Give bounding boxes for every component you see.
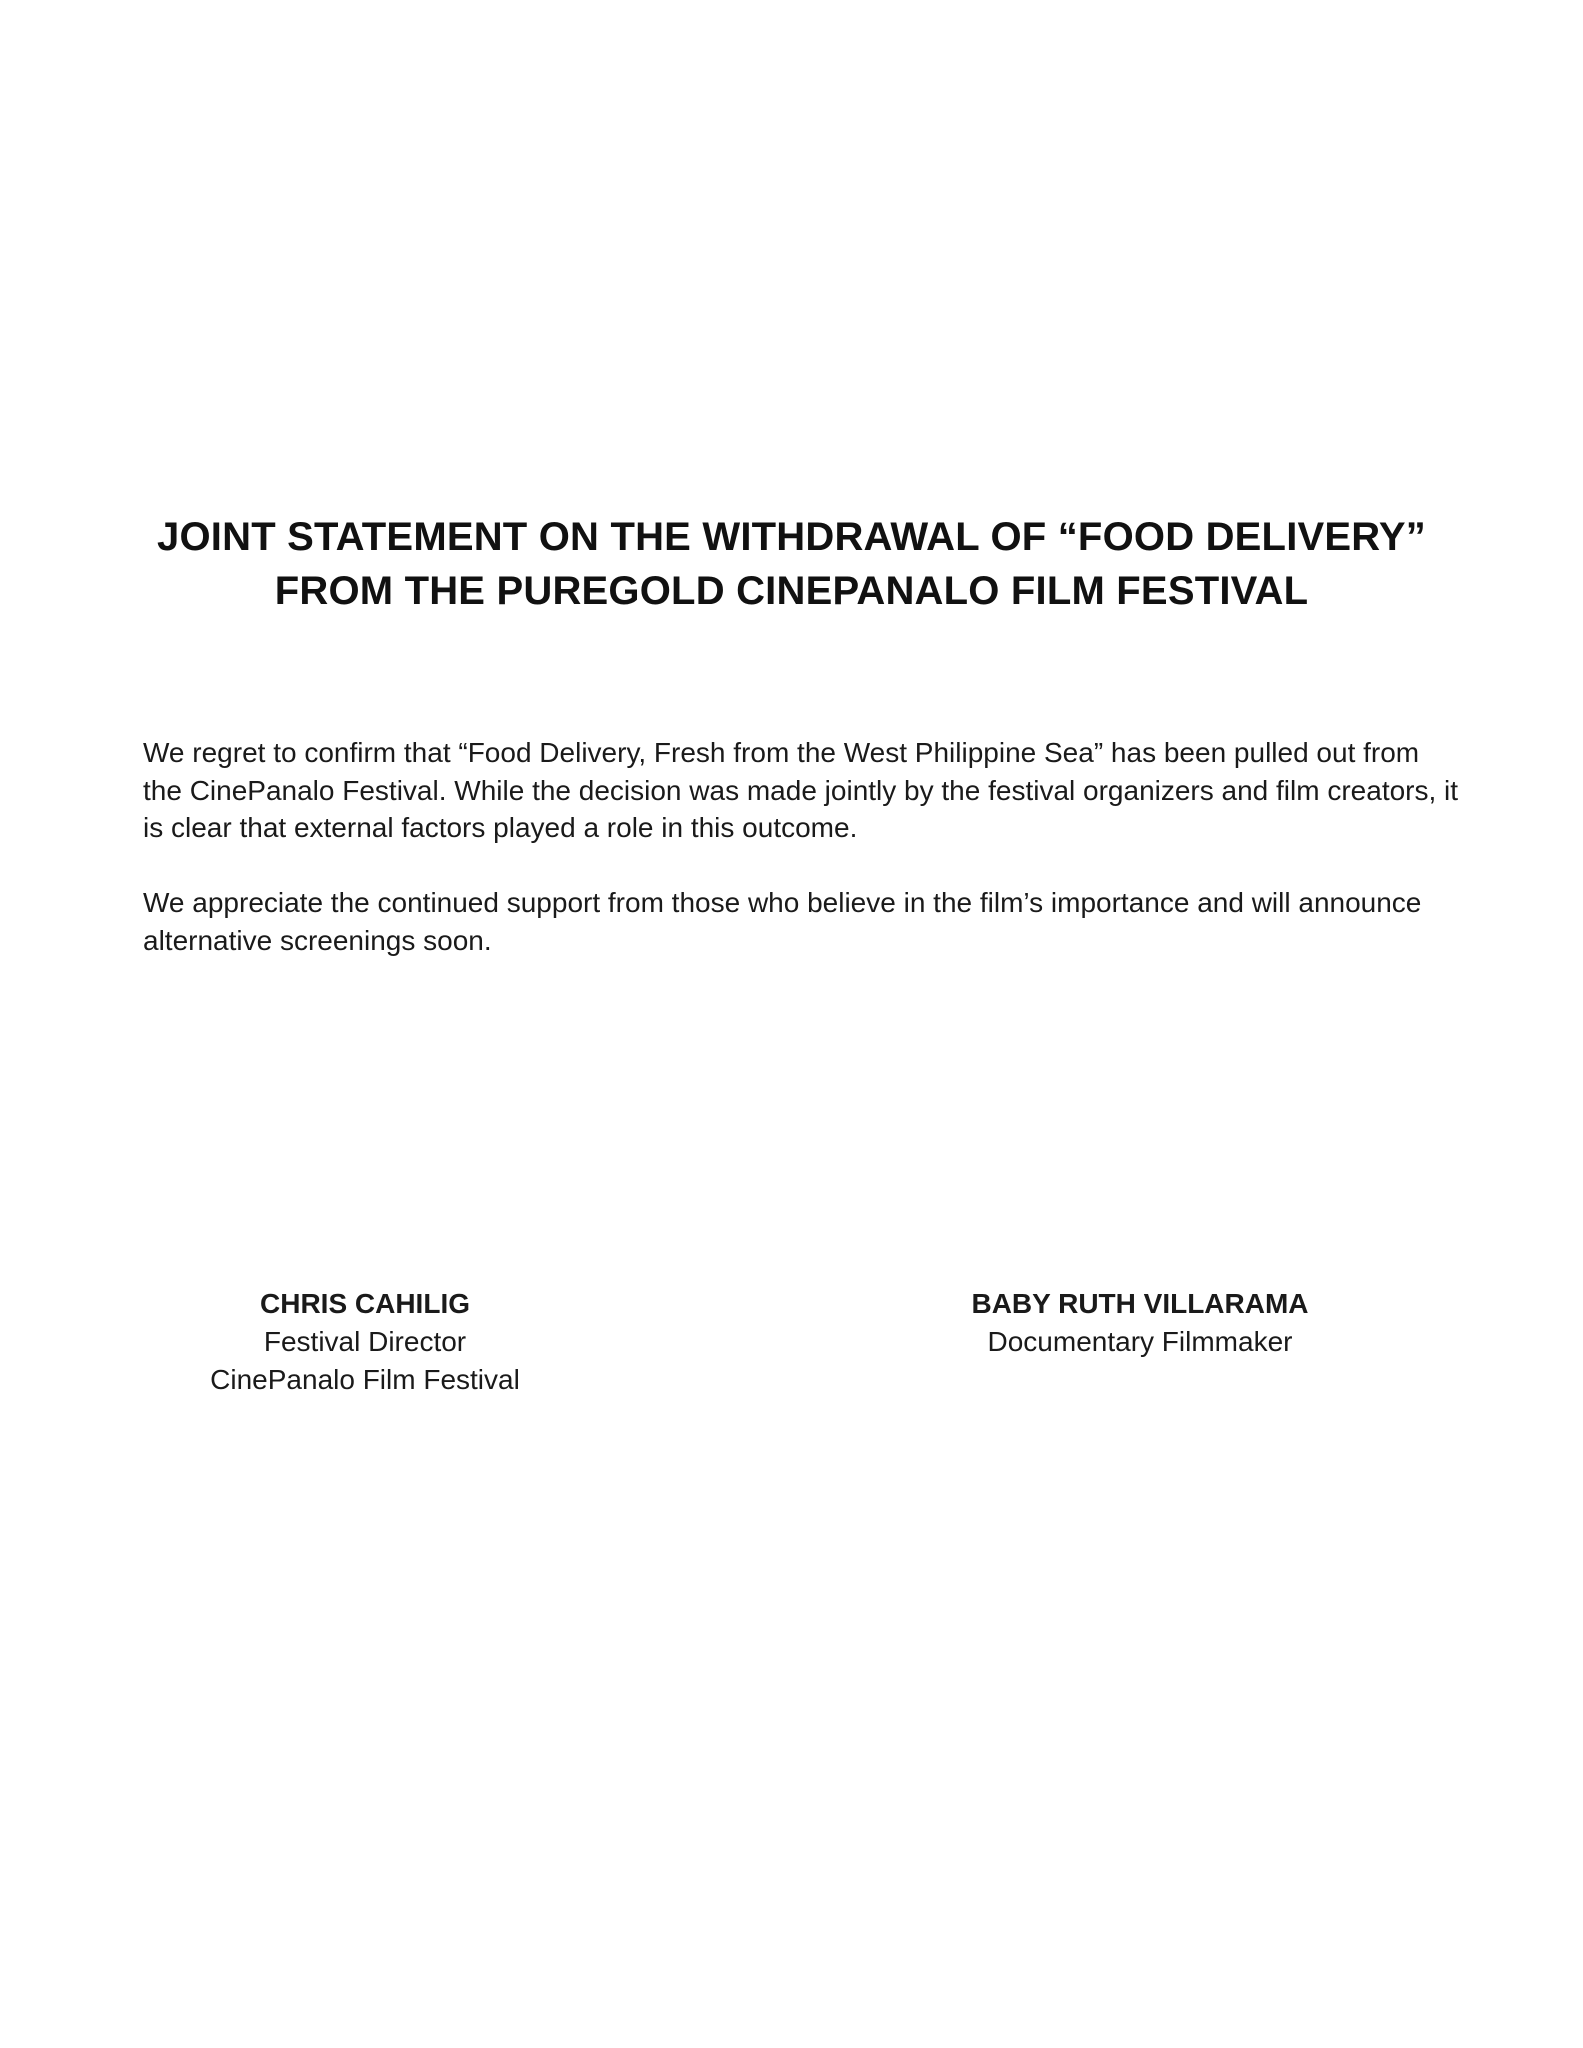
signatory-organization: CinePanalo Film Festival xyxy=(210,1364,520,1395)
signatory-baby-ruth-villarama xyxy=(935,1285,1345,1361)
statement-body xyxy=(143,734,1463,997)
signatory-chris-cahilig xyxy=(160,1285,570,1399)
statement-paragraph-1: We regret to confirm that “Food Delivery, Fresh from the West Philippine Sea” has been pulled out from the CinePanalo Festival. While the decision was made jointly by the festival organizers and film creators, it is clear that external factors played a role in this outcome. xyxy=(143,737,1459,843)
signatory-title: Festival Director xyxy=(263,1326,467,1357)
signatory-name: CHRIS CAHILIG xyxy=(260,1288,470,1319)
signature-block xyxy=(0,1285,1583,1425)
statement-title-line-2: FROM THE PUREGOLD CINEPANALO FILM FESTIVAL xyxy=(274,569,1309,613)
signatory-title: Documentary Filmmaker xyxy=(987,1326,1293,1357)
statement-paragraph-2: We appreciate the continued support from those who believe in the film’s importance and will announce alternative screenings soon. xyxy=(143,887,1422,956)
statement-title xyxy=(40,510,1543,618)
statement-title-line-1: JOINT STATEMENT ON THE WITHDRAWAL OF “FOOD DELIVERY” xyxy=(157,515,1426,559)
signatory-name: BABY RUTH VILLARAMA xyxy=(971,1288,1309,1319)
